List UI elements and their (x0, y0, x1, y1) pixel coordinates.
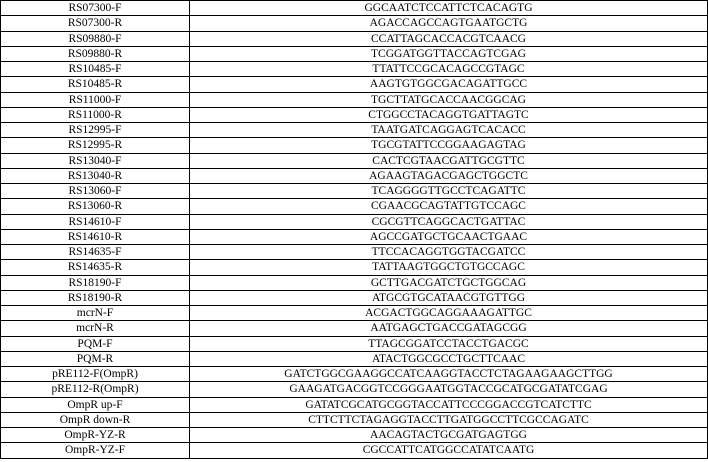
primer-name-cell: RS10485-F (1, 62, 190, 77)
primer-sequence-cell: TGCGTATTCCGGAAGAGTAG (190, 138, 708, 153)
table-row (1, 31, 708, 46)
primer-sequence-cell: TTAGCGGATCCTACCTGACGC (190, 336, 708, 351)
table-row (1, 16, 708, 31)
primer-sequence-cell: CTTCTTCTAGAGGTACCTTGATGGCCTTCGCCAGATC (190, 412, 708, 427)
primer-sequence-cell: CCATTAGCACCACGTCAACG (190, 31, 708, 46)
primer-sequence-cell: AACAGTACTGCGATGAGTGG (190, 428, 708, 443)
primer-name-cell: RS11000-F (1, 92, 190, 107)
primer-name-cell: RS12995-R (1, 138, 190, 153)
primer-name-cell: RS13060-R (1, 199, 190, 214)
table-row (1, 138, 708, 153)
primer-sequence-cell: CGCCATTCATGGCCATATCAATG (190, 443, 708, 458)
primer-sequence-cell: TCGGATGGTTACCAGTCGAG (190, 46, 708, 61)
primer-name-cell: RS18190-F (1, 275, 190, 290)
primer-name-cell: OmpR down-R (1, 412, 190, 427)
table-row (1, 321, 708, 336)
primer-name-cell: PQM-R (1, 351, 190, 366)
primer-sequence-cell: TAATGATCAGGAGTCACACC (190, 123, 708, 138)
primer-name-cell: RS07300-R (1, 16, 190, 31)
table-row (1, 62, 708, 77)
table-row (1, 229, 708, 244)
table-row (1, 397, 708, 412)
primer-sequence-cell: AAGTGTGGCGACAGATTGCC (190, 77, 708, 92)
table-row (1, 428, 708, 443)
primer-name-cell: RS13060-F (1, 184, 190, 199)
primer-name-cell: mcrN-F (1, 306, 190, 321)
table-row (1, 153, 708, 168)
primer-sequence-cell: GGCAATCTCCATTCTCACAGTG (190, 1, 708, 16)
table-row (1, 77, 708, 92)
table-row (1, 306, 708, 321)
table-row (1, 245, 708, 260)
primer-name-cell: RS14610-F (1, 214, 190, 229)
primer-name-cell: OmpR up-F (1, 397, 190, 412)
primer-sequence-cell: TGCTTATGCACCAACGGCAG (190, 92, 708, 107)
primer-name-cell: RS09880-R (1, 46, 190, 61)
primer-sequence-cell: GATATCGCATGCGGTACCATTCCCGGACCGTCATCTTC (190, 397, 708, 412)
primer-table-body (1, 1, 708, 459)
table-row (1, 367, 708, 382)
table-row (1, 412, 708, 427)
primer-name-cell: RS18190-R (1, 290, 190, 305)
primer-name-cell: RS09880-F (1, 31, 190, 46)
primer-name-cell: RS12995-F (1, 123, 190, 138)
primer-sequence-cell: TTATTCCGCACAGCCGTAGC (190, 62, 708, 77)
table-row (1, 184, 708, 199)
primer-name-cell: mcrN-R (1, 321, 190, 336)
primer-sequence-cell: TTCCACAGGTGGTACGATCC (190, 245, 708, 260)
primer-sequence-cell: AGACCAGCCAGTGAATGCTG (190, 16, 708, 31)
table-row (1, 260, 708, 275)
table-row (1, 168, 708, 183)
primer-name-cell: RS14610-R (1, 229, 190, 244)
table-row (1, 46, 708, 61)
primer-name-cell: RS07300-F (1, 1, 190, 16)
primer-sequence-cell: CGCGTTCAGGCACTGATTAC (190, 214, 708, 229)
table-row (1, 92, 708, 107)
primer-name-cell: RS14635-F (1, 245, 190, 260)
primer-name-cell: RS10485-R (1, 77, 190, 92)
table-row (1, 123, 708, 138)
primer-name-cell: RS13040-F (1, 153, 190, 168)
primer-sequence-cell: TCAGGGGTTGCCTCAGATTC (190, 184, 708, 199)
table-row (1, 1, 708, 16)
primer-name-cell: OmpR-YZ-R (1, 428, 190, 443)
primer-sequence-cell: AATGAGCTGACCGATAGCGG (190, 321, 708, 336)
table-row (1, 199, 708, 214)
primer-sequence-cell: ACGACTGGCAGGAAAGATTGC (190, 306, 708, 321)
table-row (1, 275, 708, 290)
primer-sequence-cell: GCTTGACGATCTGCTGGCAG (190, 275, 708, 290)
primer-name-cell: PQM-F (1, 336, 190, 351)
primer-sequence-cell: GAAGATGACGGTCCGGGAATGGTACCGCATGCGATATCGAG (190, 382, 708, 397)
primer-sequence-cell: CTGGCCTACAGGTGATTAGTC (190, 107, 708, 122)
table-row (1, 382, 708, 397)
primer-sequence-cell: GATCTGGCGAAGGCCATCAAGGTACCTCTAGAAGAAGCTTGG (190, 367, 708, 382)
primer-name-cell: pRE112-F(OmpR) (1, 367, 190, 382)
primer-sequence-cell: CACTCGTAACGATTGCGTTC (190, 153, 708, 168)
table-row (1, 214, 708, 229)
primer-sequence-cell: AGCCGATGCTGCAACTGAAC (190, 229, 708, 244)
primer-name-cell: RS13040-R (1, 168, 190, 183)
primer-name-cell: OmpR-YZ-F (1, 443, 190, 458)
table-row (1, 290, 708, 305)
primer-sequence-cell: ATGCGTGCATAACGTGTTGG (190, 290, 708, 305)
primer-sequence-cell: AGAAGTAGACGAGCTGGCTC (190, 168, 708, 183)
table-row (1, 336, 708, 351)
primer-sequence-cell: CGAACGCAGTATTGTCCAGC (190, 199, 708, 214)
primer-sequence-cell: ATACTGGCGCCTGCTTCAAC (190, 351, 708, 366)
table-row (1, 107, 708, 122)
primer-name-cell: RS11000-R (1, 107, 190, 122)
table-row (1, 351, 708, 366)
primer-name-cell: RS14635-R (1, 260, 190, 275)
table-row (1, 443, 708, 458)
primer-sequence-cell: TATTAAGTGGCTGTGCCAGC (190, 260, 708, 275)
primer-name-cell: pRE112-R(OmpR) (1, 382, 190, 397)
